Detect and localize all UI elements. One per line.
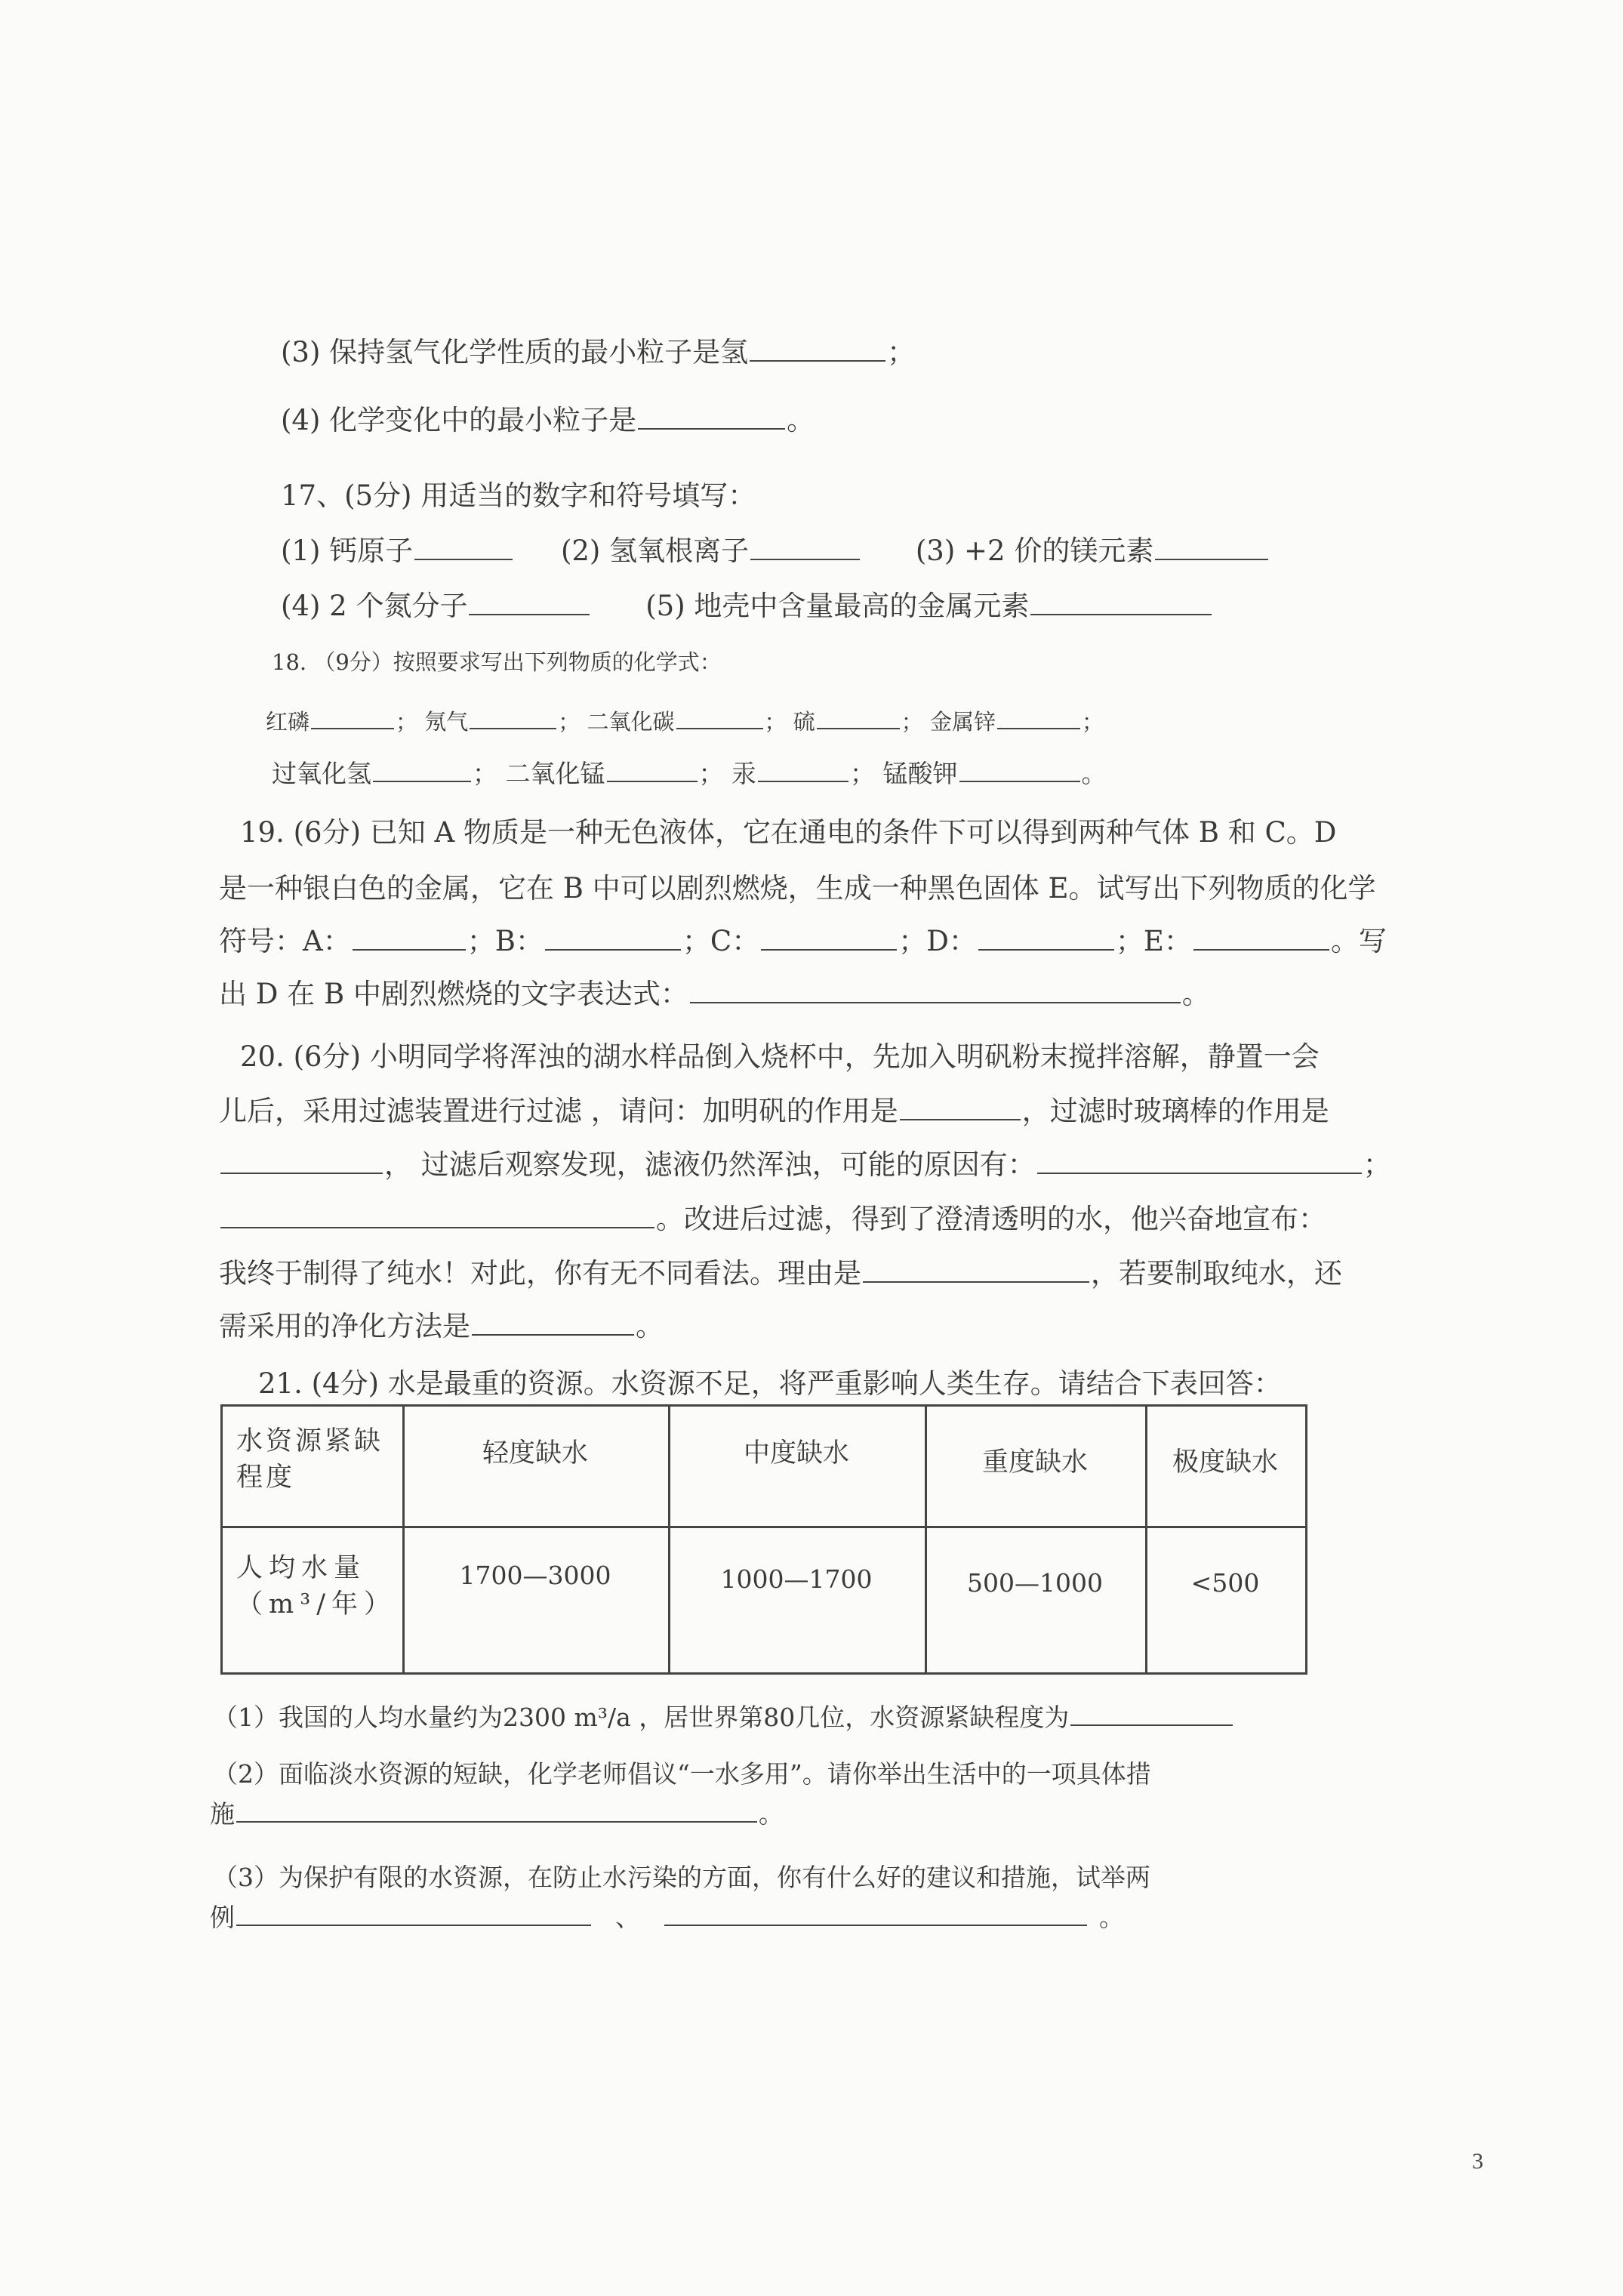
answer-blank xyxy=(414,533,513,560)
answer-blank xyxy=(1070,1699,1233,1726)
q21-sub1: （1）我国的人均水量约为2300 m³/a ，居世界第80几位，水资源紧缺程度为 xyxy=(213,1699,1234,1737)
table-header: 极度缺水 xyxy=(1172,1447,1278,1478)
q18-row1: 红磷 ； 氖气 ； 二氧化碳 ； 硫 ； 金属锌 ； xyxy=(266,702,1104,741)
answer-blank xyxy=(978,923,1114,951)
answer-blank xyxy=(373,755,471,782)
answer-blank xyxy=(664,1899,1087,1926)
q21-title: 21. (4分) 水是最重的资源。水资源不足，将严重影响人类生存。请结合下表回答： xyxy=(258,1367,1282,1400)
answer-blank xyxy=(607,755,698,782)
q20-line6: 需采用的净化方法是 。 xyxy=(219,1310,664,1342)
answer-blank xyxy=(761,923,897,951)
water-scarcity-table xyxy=(220,1404,1307,1675)
answer-blank xyxy=(758,755,848,782)
q19-line4: 出 D 在 B 中剧烈燃烧的文字表达式： 。 xyxy=(219,978,1210,1010)
answer-blank xyxy=(545,923,681,951)
answer-blank xyxy=(817,702,900,729)
answer-blank xyxy=(220,1201,654,1228)
table-header-label: 水资源紧缺程度 xyxy=(236,1426,384,1493)
answer-blank xyxy=(900,1093,1021,1120)
answer-blank xyxy=(750,334,885,362)
answer-blank xyxy=(750,533,860,560)
q21-sub3b: 例 、 。 xyxy=(210,1899,1124,1937)
answer-blank xyxy=(469,588,590,615)
answer-blank xyxy=(690,976,1181,1003)
table-cell: 500—1000 xyxy=(967,1568,1103,1598)
q20-line1: 20. (6分) 小明同学将浑浊的湖水样品倒入烧杯中，先加入明矾粉末搅拌溶解，静置一会 xyxy=(240,1040,1320,1073)
table-cell: <500 xyxy=(1190,1568,1260,1598)
answer-blank xyxy=(1155,533,1268,560)
q21-sub2a: （2）面临淡水资源的短缺，化学老师倡议“一水多用”。请你举出生活中的一项具体措 xyxy=(213,1759,1151,1789)
table-header: 轻度缺水 xyxy=(482,1438,588,1469)
answer-blank xyxy=(220,1147,383,1174)
q17-title: 17、(5分) 用适当的数字和符号填写： xyxy=(281,479,756,512)
q20-line5: 我终于制得了纯水！对此，你有无不同看法。理由是 ，若要制取纯水，还 xyxy=(219,1257,1342,1290)
q19-line2: 是一种银白色的金属，它在 B 中可以剧烈燃烧，生成一种黑色固体 E。试写出下列物质的化学 xyxy=(219,872,1376,905)
answer-blank xyxy=(236,1899,591,1926)
q17-row1: (1) 钙原子 (2) 氢氧根离子 (3) +2 价的镁元素 xyxy=(281,532,1270,570)
q18-title: 18. （9分）按照要求写出下列物质的化学式： xyxy=(272,649,722,675)
answer-blank xyxy=(353,923,466,951)
answer-blank xyxy=(311,702,394,729)
answer-blank xyxy=(470,702,556,729)
answer-blank xyxy=(863,1256,1089,1283)
q19-line3: 符号：A： ；B： ；C： ；D： ；E： 。写 xyxy=(219,925,1387,957)
q20-line2: 儿后，采用过滤装置进行过滤 ，请问：加明矾的作用是 ，过滤时玻璃棒的作用是 xyxy=(219,1095,1329,1127)
q20-line3: ， 过滤后观察发现，滤液仍然浑浊，可能的原因有： ； xyxy=(219,1146,1391,1184)
table-header: 重度缺水 xyxy=(981,1447,1088,1478)
q20-line4: 。改进后过滤，得到了澄清透明的水，他兴奋地宣布： xyxy=(219,1200,1326,1238)
table-cell: 1000—1700 xyxy=(720,1564,873,1594)
q21-sub2b: 施 。 xyxy=(210,1795,784,1833)
table-cell: 1700—3000 xyxy=(459,1561,611,1590)
answer-blank xyxy=(236,1795,757,1823)
q18-row2: 过氧化氢 ； 二氧化锰 ； 汞 ； 锰酸钾 。 xyxy=(272,755,1107,793)
answer-blank xyxy=(638,402,785,430)
answer-blank xyxy=(997,702,1080,729)
answer-blank xyxy=(1037,1147,1362,1174)
q17-row2: (4) 2 个氮分子 (5) 地壳中含量最高的金属元素 xyxy=(281,587,1213,625)
q21-sub3a: （3）为保护有限的水资源，在防止水污染的方面，你有什么好的建议和措施，试举两 xyxy=(213,1863,1150,1892)
q16-item4: (4) 化学变化中的最小粒子是 。 xyxy=(281,404,815,436)
answer-blank xyxy=(959,755,1080,782)
answer-blank xyxy=(472,1308,634,1336)
answer-blank xyxy=(676,702,763,729)
q16-item3: (3) 保持氢气化学性质的最小粒子是氢 ； xyxy=(281,336,916,368)
answer-blank xyxy=(1030,588,1212,615)
answer-blank xyxy=(1193,923,1329,951)
q19-line1: 19. (6分) 已知 A 物质是一种无色液体，它在通电的条件下可以得到两种气体 B 和 C。D xyxy=(240,816,1337,849)
page-number: 3 xyxy=(1472,2149,1483,2174)
table-header: 中度缺水 xyxy=(743,1438,849,1469)
table-row-label: 人均水量（m³/年） xyxy=(236,1553,397,1620)
